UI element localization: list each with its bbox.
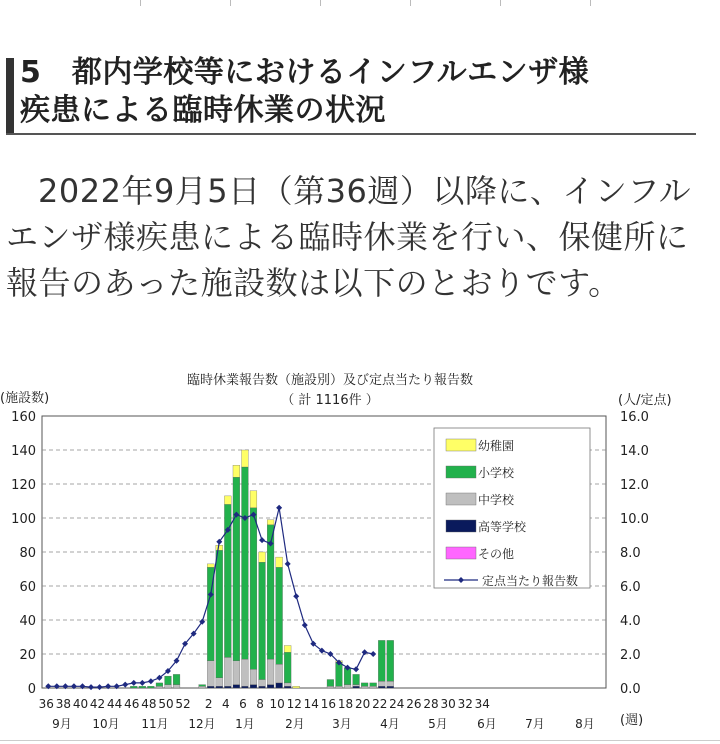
legend-label: 幼稚園 — [478, 439, 515, 453]
bar-幼稚園 — [250, 491, 257, 508]
y-tick-label-left: 160 — [11, 410, 36, 425]
month-label: 11月 — [141, 717, 169, 731]
x-tick-label: 12 — [286, 697, 302, 711]
bar-高等学校 — [242, 686, 249, 688]
bar-小学校 — [242, 467, 249, 659]
legend-swatch — [446, 439, 476, 451]
x-tick-label: 32 — [457, 697, 473, 711]
bar-小学校 — [199, 685, 206, 687]
bar-中学校 — [353, 685, 360, 687]
bar-高等学校 — [276, 683, 283, 688]
y-tick-label-left: 20 — [19, 648, 36, 663]
legend-label: 小学校 — [478, 466, 515, 480]
bar-小学校 — [361, 683, 368, 686]
x-tick-label: 24 — [389, 697, 405, 711]
bar-高等学校 — [224, 686, 231, 688]
y-tick-label-right: 8.0 — [620, 546, 641, 561]
y-tick-label-left: 40 — [19, 614, 36, 629]
x-tick-label: 22 — [372, 697, 388, 711]
month-label: 7月 — [525, 717, 545, 731]
bar-幼稚園 — [259, 552, 266, 562]
rate-point — [139, 680, 145, 686]
x-tick-label: 34 — [474, 697, 490, 711]
month-label: 5月 — [428, 717, 448, 731]
y-tick-label-left: 100 — [11, 512, 36, 527]
month-label: 10月 — [92, 717, 120, 731]
legend-swatch — [446, 466, 476, 478]
bar-高等学校 — [267, 685, 274, 688]
bar-小学校 — [173, 674, 180, 684]
bar-高等学校 — [284, 686, 291, 688]
y-ticks-right — [620, 410, 649, 697]
rate-point — [293, 593, 299, 599]
month-label: 12月 — [188, 717, 216, 731]
section-title-line2: 疾患による臨時休業の状況 — [20, 93, 386, 128]
legend-label: 定点当たり報告数 — [482, 574, 579, 588]
bar-中学校 — [284, 683, 291, 686]
bar-中学校 — [250, 669, 257, 684]
legend-label: 高等学校 — [478, 520, 527, 534]
bar-小学校 — [336, 663, 343, 687]
x-tick-label: 36 — [38, 697, 54, 711]
month-label: 3月 — [332, 717, 352, 731]
month-label: 9月 — [52, 717, 72, 731]
rate-point — [370, 651, 376, 657]
bar-中学校 — [259, 680, 266, 687]
bar-中学校 — [276, 664, 283, 683]
bar-小学校 — [387, 640, 394, 681]
legend-swatch — [446, 520, 476, 532]
bar-中学校 — [156, 686, 163, 688]
bar-小学校 — [156, 683, 163, 686]
y-tick-label-right: 16.0 — [620, 410, 649, 425]
bar-高等学校 — [259, 686, 266, 688]
x-tick-label: 44 — [107, 697, 123, 711]
bar-小学校 — [353, 674, 360, 684]
y-tick-label-left: 0 — [27, 682, 36, 697]
title-underline — [6, 133, 696, 135]
closure-chart — [0, 364, 720, 744]
section-marker — [6, 58, 14, 134]
x-tick-label: 28 — [423, 697, 439, 711]
bottom-border — [0, 740, 720, 741]
x-tick-label: 50 — [158, 697, 174, 711]
body-paragraph: 2022年9月5日（第36週）以降に、インフルエンザ様疾患による臨時休業を行い、保健所に報告のあった施設数は以下のとおりです。 — [6, 172, 692, 302]
section-title-line1: 5 都内学校等におけるインフルエンザ様 — [20, 55, 590, 90]
bar-小学校 — [327, 680, 334, 687]
bar-高等学校 — [378, 686, 385, 688]
legend-swatch — [446, 547, 476, 559]
top-border — [0, 0, 720, 8]
bar-中学校 — [233, 661, 240, 685]
bar-高等学校 — [250, 685, 257, 688]
bar-中学校 — [361, 686, 368, 688]
rate-point — [259, 537, 265, 543]
x-tick-label: 26 — [406, 697, 422, 711]
y-tick-label-right: 14.0 — [620, 444, 649, 459]
x-tick-label: 18 — [337, 697, 354, 711]
x-tick-label: 48 — [141, 697, 157, 711]
bar-中学校 — [387, 681, 394, 686]
section-title — [20, 54, 710, 130]
bar-中学校 — [378, 681, 385, 686]
y-tick-label-left: 80 — [19, 546, 36, 561]
bar-幼稚園 — [293, 686, 300, 688]
bar-小学校 — [233, 477, 240, 661]
month-label: 2月 — [285, 717, 305, 731]
y-tick-label-right: 10.0 — [620, 512, 649, 527]
bar-高等学校 — [207, 686, 214, 688]
y-tick-label-right: 12.0 — [620, 478, 649, 493]
bar-小学校 — [130, 686, 137, 688]
x-tick-label: 14 — [303, 697, 319, 711]
bar-小学校 — [147, 686, 154, 688]
x-tick-label: 4 — [222, 697, 230, 711]
y-tick-label-right: 6.0 — [620, 580, 641, 595]
month-labels — [52, 717, 595, 731]
bar-中学校 — [267, 659, 274, 685]
rate-point — [122, 682, 128, 688]
month-label: 6月 — [477, 717, 497, 731]
x-tick-label: 38 — [55, 697, 72, 711]
chart-title: 臨時休業報告数（施設別）及び定点当たり報告数 — [186, 373, 474, 388]
x-tick-label: 20 — [354, 697, 371, 711]
rate-point — [276, 505, 282, 511]
bar-小学校 — [250, 508, 257, 670]
y-tick-label-right: 2.0 — [620, 648, 641, 663]
x-tick-label: 46 — [124, 697, 140, 711]
x-tick-label: 40 — [72, 697, 89, 711]
y-ticks-left — [11, 410, 36, 697]
legend-label: その他 — [478, 547, 515, 561]
bar-中学校 — [336, 686, 343, 688]
bar-幼稚園 — [224, 496, 231, 505]
bar-小学校 — [259, 562, 266, 679]
y-tick-label-right: 0.0 — [620, 682, 641, 697]
month-label: 4月 — [380, 717, 400, 731]
bar-中学校 — [165, 685, 172, 688]
bar-幼稚園 — [284, 646, 291, 653]
bar-中学校 — [224, 657, 231, 686]
rate-point — [97, 684, 103, 690]
bar-高等学校 — [233, 685, 240, 688]
bar-中学校 — [207, 661, 214, 687]
bar-小学校 — [139, 686, 146, 688]
bar-幼稚園 — [276, 557, 283, 567]
bar-series — [130, 450, 393, 688]
x-tick-label: 6 — [239, 697, 247, 711]
month-label: 8月 — [575, 717, 595, 731]
bar-小学校 — [165, 676, 172, 685]
rate-point — [148, 678, 154, 684]
x-tick-label: 52 — [175, 697, 191, 711]
rate-point — [302, 622, 308, 628]
bar-中学校 — [199, 686, 206, 688]
x-tick-label: 30 — [440, 697, 456, 711]
bar-幼稚園 — [233, 465, 240, 477]
x-axis-label: (週) — [620, 713, 644, 728]
rate-point — [131, 680, 137, 686]
y-tick-label-right: 4.0 — [620, 614, 641, 629]
rate-point — [285, 561, 291, 567]
bar-小学校 — [378, 640, 385, 681]
bar-幼稚園 — [207, 564, 214, 567]
x-tick-label: 2 — [204, 697, 213, 711]
x-ticks — [39, 697, 490, 711]
bar-中学校 — [242, 659, 249, 686]
bar-中学校 — [370, 686, 377, 688]
bar-小学校 — [276, 567, 283, 664]
bar-幼稚園 — [242, 450, 249, 467]
chart-subtitle: （ 計 1116件 ） — [281, 393, 379, 408]
bar-高等学校 — [353, 686, 360, 688]
legend — [434, 428, 590, 588]
bar-中学校 — [344, 685, 351, 688]
bar-高等学校 — [216, 686, 223, 688]
x-tick-label: 8 — [256, 697, 264, 711]
bar-中学校 — [173, 685, 180, 688]
x-tick-label: 10 — [269, 697, 285, 711]
bar-中学校 — [327, 686, 334, 688]
bar-幼稚園 — [267, 520, 274, 525]
y-tick-label-left: 140 — [11, 444, 36, 459]
bar-幼稚園 — [216, 545, 223, 550]
bar-中学校 — [216, 678, 223, 687]
y-axis-right-label: (人/定点) — [618, 393, 672, 408]
bar-小学校 — [284, 652, 291, 683]
bar-小学校 — [370, 683, 377, 686]
y-tick-label-left: 60 — [19, 580, 36, 595]
month-label: 1月 — [235, 717, 255, 731]
rate-point — [353, 666, 359, 672]
legend-swatch — [446, 493, 476, 505]
rate-point — [88, 684, 94, 690]
x-tick-label: 42 — [89, 697, 106, 711]
y-axis-left-label: (施設数) — [0, 391, 50, 406]
legend-label: 中学校 — [478, 493, 515, 507]
bar-高等学校 — [387, 686, 394, 688]
x-tick-label: 16 — [320, 697, 337, 711]
y-tick-label-left: 120 — [11, 478, 36, 493]
bar-小学校 — [216, 550, 223, 678]
